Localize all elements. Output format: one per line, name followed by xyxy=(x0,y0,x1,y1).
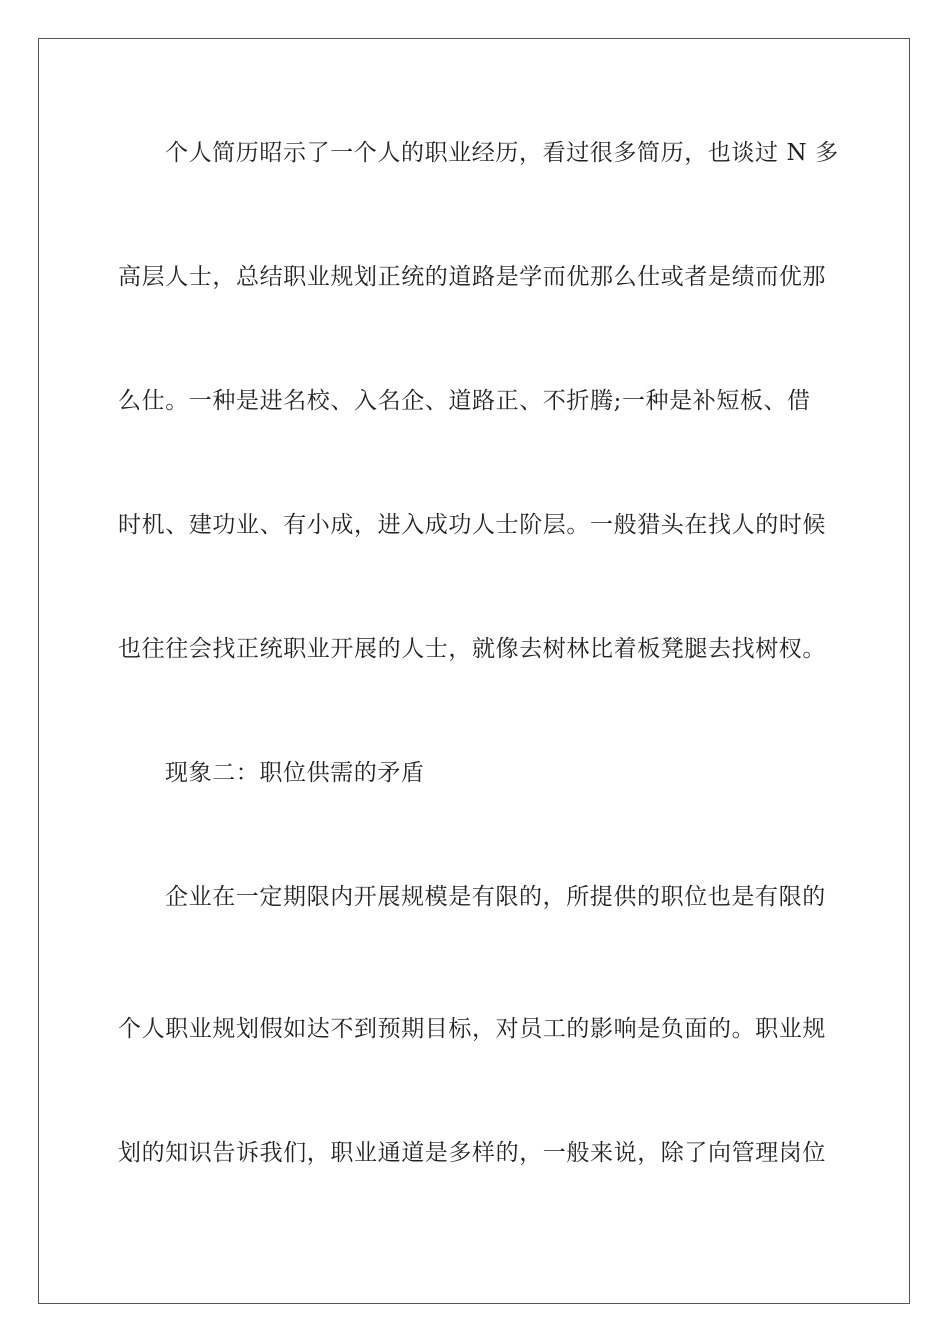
paragraph-line: 高层人士，总结职业规划正统的道路是学而优那么仕或者是绩而优那 xyxy=(118,264,826,290)
paragraph-line: 划的知识告诉我们，职业通道是多样的，一般来说，除了向管理岗位 xyxy=(118,1140,826,1166)
page-border xyxy=(38,38,910,1304)
paragraph-line: 个人职业规划假如达不到预期目标，对员工的影响是负面的。职业规 xyxy=(118,1016,826,1042)
paragraph-line: 时机、建功业、有小成，进入成功人士阶层。一般猎头在找人的时候 xyxy=(118,512,826,538)
paragraph-line: 么仕。一种是进名校、入名企、道路正、不折腾;一种是补短板、借 xyxy=(118,388,811,414)
paragraph-line: 也往往会找正统职业开展的人士，就像去树林比着板凳腿去找树杈。 xyxy=(118,636,826,662)
paragraph-line: 个人简历昭示了一个人的职业经历，看过很多简历，也谈过 N 多 xyxy=(165,140,839,166)
section-heading: 现象二：职位供需的矛盾 xyxy=(165,760,425,786)
paragraph-line: 企业在一定期限内开展规模是有限的，所提供的职位也是有限的 xyxy=(165,884,826,910)
